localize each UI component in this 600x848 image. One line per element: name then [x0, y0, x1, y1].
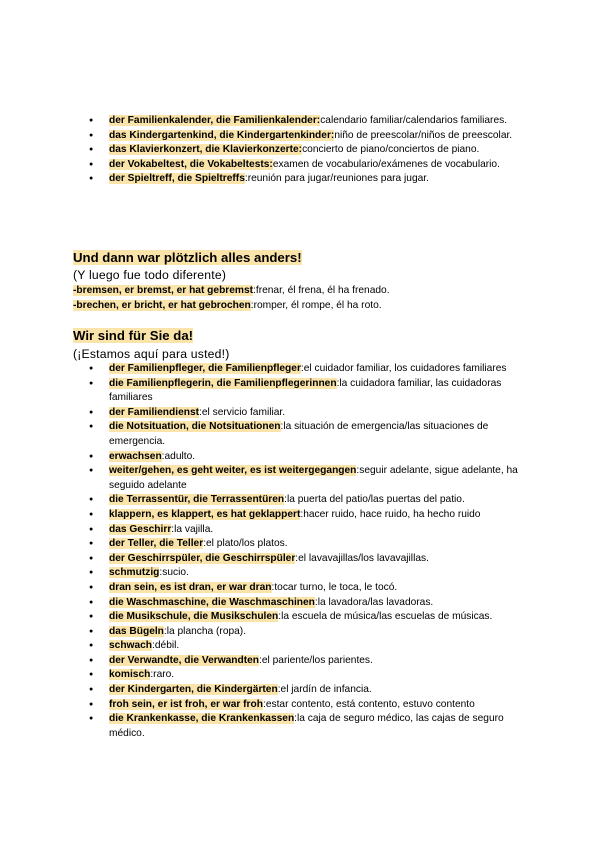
definition: :romper, él rompe, él ha roto. — [250, 300, 382, 311]
list-item — [88, 464, 528, 493]
term: die Familienpflegerin, die Familienpflegerinnen — [109, 377, 337, 389]
term: der Teller, die Teller — [109, 538, 204, 550]
term: der Kindergarten, die Kindergärten — [109, 684, 278, 696]
definition: concierto de piano/conciertos de piano. — [302, 144, 480, 156]
definition: :débil. — [152, 640, 180, 652]
definition: :la puerta del patio/las puertas del patio. — [284, 494, 465, 506]
list-item — [88, 654, 528, 669]
list-item — [88, 698, 528, 713]
section-heading: Und dann war plötzlich alles anders! — [73, 250, 302, 265]
list-item — [88, 639, 528, 654]
list-item — [88, 668, 528, 683]
definition: :el jardín de infancia. — [277, 684, 372, 696]
definition: :la lavadora/las lavadoras. — [314, 596, 434, 608]
definition: :sucio. — [159, 567, 189, 579]
section-subtitle: (¡Estamos aquí para usted!) — [73, 347, 230, 361]
term: klappern, es klappert, es hat geklappert — [109, 508, 301, 520]
definition: :raro. — [150, 669, 175, 681]
term: die Musikschule, die Musikschulen — [109, 611, 279, 623]
section-subtitle: (Y luego fue todo diferente) — [73, 268, 227, 282]
definition: calendario familiar/calendarios familiares. — [320, 115, 508, 126]
list-item — [88, 158, 528, 173]
term: der Familienkalender, die Familienkalender: — [109, 115, 321, 126]
verb: -brechen, er bricht, er hat gebrochen — [73, 300, 251, 311]
list-item — [88, 114, 528, 129]
definition: :la plancha (ropa). — [163, 625, 247, 637]
definition: :adulto. — [161, 450, 196, 462]
section-heading: Wir sind für Sie da! — [73, 328, 194, 343]
term: der Verwandte, die Verwandten — [109, 654, 260, 666]
term: schwach — [109, 640, 153, 652]
list-item — [88, 610, 528, 625]
definition: examen de vocabulario/exámenes de vocabulario. — [272, 158, 500, 170]
verb-line — [73, 284, 390, 299]
definition: :el lavavajillas/los lavavajillas. — [295, 552, 429, 564]
list-item — [88, 143, 528, 158]
term: die Notsituation, die Notsituationen — [109, 421, 281, 433]
term: die Terrassentür, die Terrassentüren — [109, 494, 285, 506]
vocabulary-list-1 — [88, 114, 528, 187]
term: komisch — [109, 669, 151, 681]
list-item — [88, 712, 528, 741]
term: erwachsen — [109, 450, 162, 462]
definition: :la escuela de música/las escuelas de músicas. — [278, 611, 493, 623]
term: der Familienpfleger, die Familienpfleger — [109, 363, 301, 374]
definition: :frenar, él frena, él ha frenado. — [253, 285, 390, 296]
term: weiter/gehen, es geht weiter, es ist weitergegangen — [109, 465, 357, 477]
definition: :el pariente/los parientes. — [259, 654, 373, 666]
list-item — [88, 566, 528, 581]
term: der Familiendienst — [109, 406, 200, 418]
term: das Klavierkonzert, die Klavierkonzerte: — [109, 144, 303, 156]
definition: :seguir adelante, sigue adelante, ha seguido adelante — [109, 465, 518, 491]
list-item — [88, 581, 528, 596]
list-item — [88, 523, 528, 538]
term: das Bügeln — [109, 625, 164, 637]
vocabulary-list-2 — [88, 362, 528, 741]
definition: :la vajilla. — [171, 523, 214, 535]
list-item — [88, 172, 528, 187]
term: froh sein, er ist froh, er war froh — [109, 698, 263, 710]
definition: :estar contento, está contento, estuvo contento — [262, 698, 475, 710]
verb-line — [73, 299, 382, 314]
list-item — [88, 129, 528, 144]
list-item — [88, 625, 528, 640]
definition: :la cuidadora familiar, las cuidadoras familiares — [109, 377, 502, 404]
definition: :la caja de seguro médico, las cajas de seguro médico. — [109, 713, 504, 739]
definition: :la situación de emergencia/las situaciones de emergencia. — [109, 421, 489, 447]
definition: :el plato/los platos. — [203, 538, 288, 550]
definition: :el servicio familiar. — [199, 406, 286, 418]
list-item — [88, 508, 528, 523]
term: die Krankenkasse, die Krankenkassen — [109, 713, 295, 725]
list-item — [88, 362, 528, 377]
term: der Vokabeltest, die Vokabeltests: — [109, 158, 273, 170]
verb: -bremsen, er bremst, er hat gebremst — [73, 285, 254, 296]
list-item — [88, 552, 528, 567]
list-item — [88, 683, 528, 698]
list-item — [88, 377, 528, 406]
definition: niño de preescolar/niños de preescolar. — [334, 129, 513, 141]
definition: :tocar turno, le toca, le tocó. — [271, 581, 398, 593]
definition: :hacer ruido, hace ruido, ha hecho ruido — [300, 508, 481, 520]
list-item — [88, 596, 528, 611]
term: der Spieltreff, die Spieltreffs — [109, 173, 245, 185]
term: dran sein, es ist dran, er war dran — [109, 581, 272, 593]
definition: :reunión para jugar/reuniones para jugar. — [244, 173, 429, 185]
term: das Kindergartenkind, die Kindergartenkinder: — [109, 129, 335, 141]
term: schmutzig — [109, 567, 160, 579]
term: das Geschirr — [109, 523, 172, 535]
term: der Geschirrspüler, die Geschirrspüler — [109, 552, 296, 564]
definition: :el cuidador familiar, los cuidadores familiares — [300, 363, 507, 374]
list-item — [88, 450, 528, 465]
list-item — [88, 406, 528, 421]
list-item — [88, 420, 528, 449]
list-item — [88, 537, 528, 552]
list-item — [88, 493, 528, 508]
term: die Waschmaschine, die Waschmaschinen — [109, 596, 315, 608]
